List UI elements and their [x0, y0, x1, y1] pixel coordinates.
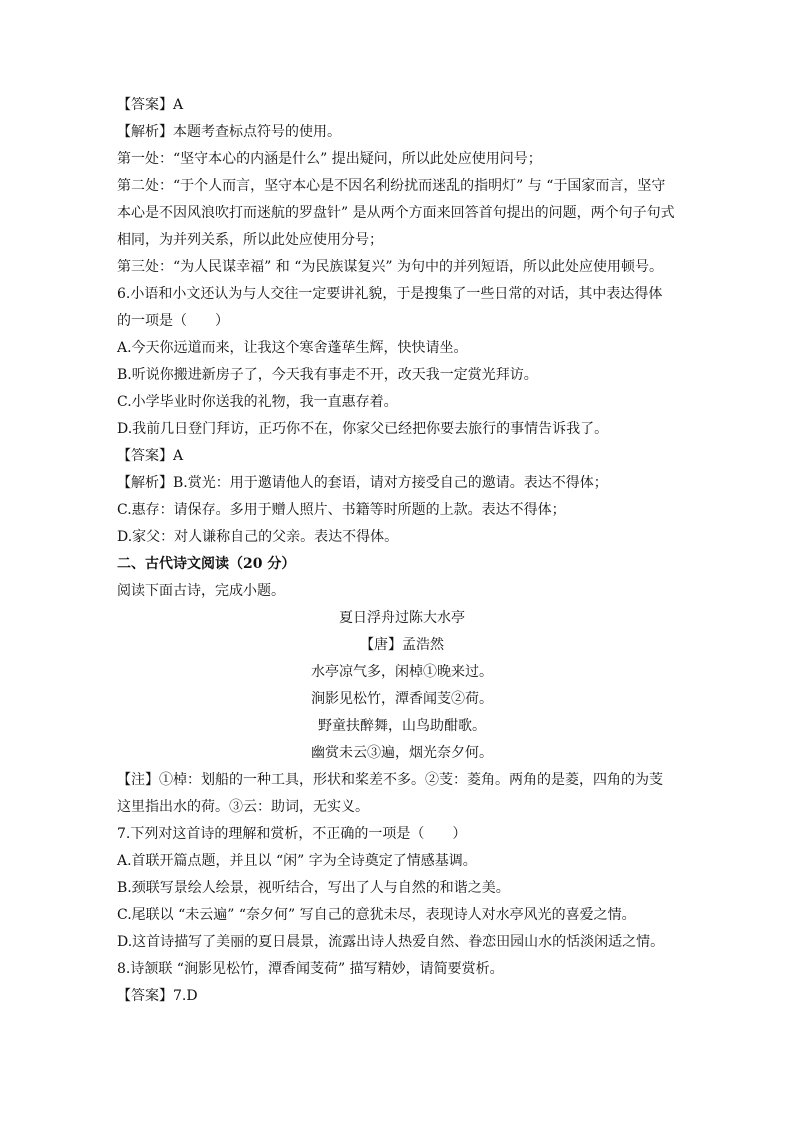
analysis-point-2a: 第二处：“于个人而言，坚守本心是不因名利纷扰而迷乱的指明灯” 与 “于国家而言，坚守: [117, 178, 666, 194]
poem-line-1: 水亭凉气多，闲棹①晚来过。: [311, 664, 493, 680]
answer-line: 【答案】A: [117, 97, 184, 113]
reading-instruction: 阅读下面古诗，完成小题。: [117, 583, 285, 599]
question-7-option-c: C.尾联以 “未云遍” “奈夕何” 写自己的意犹未尽，表现诗人对水亭风光的喜爱之情。: [117, 907, 636, 923]
question-7-stem: 7.下列对这首诗的理解和赏析，不正确的一项是（ ）: [117, 826, 467, 842]
question-7-answer: 【答案】7.D: [117, 988, 198, 1004]
document-body: [117, 92, 687, 1010]
question-7-option-a: A.首联开篇点题，并且以 “闲” 字为全诗奠定了情感基调。: [117, 853, 477, 869]
question-7-option-d: D.这首诗描写了美丽的夏日晨景，流露出诗人热爱自然、眷恋田园山水的恬淡闲适之情。: [117, 934, 665, 950]
analysis-point-2b: 本心是不因风浪吹打而迷航的罗盘针” 是从两个方面来回答首句提出的问题，两个句子句式: [117, 205, 675, 221]
question-6-analysis-d: D.家父：对人谦称自己的父亲。表达不得体。: [117, 529, 399, 545]
poem-line-2: 涧影见松竹，潭香闻芰②荷。: [311, 691, 493, 707]
poem-line-3: 野童扶醉舞，山鸟助酣歌。: [318, 718, 486, 734]
question-6-option-d: D.我前几日登门拜访，正巧你不在，你家父已经把你要去旅行的事情告诉我了。: [117, 421, 609, 437]
question-6-option-a: A.今天你远道而来，让我这个寒舍蓬荜生辉，快快请坐。: [117, 340, 468, 356]
analysis-point-1: 第一处：“坚守本心的内涵是什么” 提出疑问，所以此处应使用问号；: [117, 151, 542, 167]
analysis-point-2c: 相同，为并列关系，所以此处应使用分号；: [117, 232, 383, 248]
poem-line-4: 幽赏未云③遍，烟光奈夕何。: [311, 745, 493, 761]
poem-title: 夏日浮舟过陈大水亭: [339, 610, 465, 626]
question-7-option-b: B.颈联写景绘人绘景，视听结合，写出了人与自然的和谐之美。: [117, 880, 510, 896]
question-6-answer: 【答案】A: [117, 448, 184, 464]
question-6-analysis-b: 【解析】B.赏光：用于邀请他人的套语，请对方接受自己的邀请。表达不得体；: [117, 475, 608, 491]
question-6-analysis-c: C.惠存：请保存。多用于赠人照片、书籍等时所题的上款。表达不得体；: [117, 502, 566, 518]
question-8-stem: 8.诗颔联 “涧影见松竹，潭香闻芰荷” 描写精妙，请简要赏析。: [117, 961, 504, 977]
section-heading: 二、古代诗文阅读（20 分）: [117, 556, 296, 572]
poem-notes-a: 【注】①棹：划船的一种工具，形状和桨差不多。②芰：菱角。两角的是菱，四角的为芰: [117, 772, 663, 788]
question-6-stem-b: 的一项是（ ）: [117, 313, 229, 329]
question-6-option-b: B.听说你搬进新房子了，今天我有事走不开，改天我一定赏光拜访。: [117, 367, 538, 383]
poem-notes-b: 这里指出水的荷。③云：助词，无实义。: [117, 799, 369, 815]
question-6-option-c: C.小学毕业时你送我的礼物，我一直惠存着。: [117, 394, 398, 410]
analysis-point-3: 第三处：“为人民谋幸福” 和 “为民族谋复兴” 为句中的并列短语，所以此处应使用顿号。: [117, 259, 663, 275]
analysis-line: 【解析】本题考查标点符号的使用。: [117, 124, 341, 140]
poem-author: 【唐】孟浩然: [360, 637, 444, 653]
question-6-stem-a: 6.小语和小文还认为与人交往一定要讲礼貌，于是搜集了一些日常的对话，其中表达得体: [117, 286, 663, 302]
